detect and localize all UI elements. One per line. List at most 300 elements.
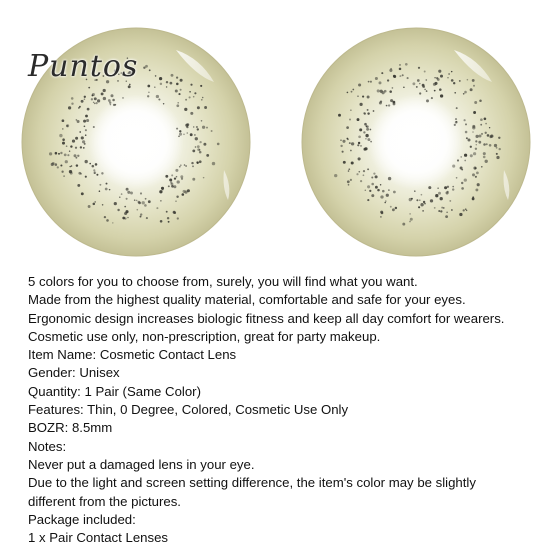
lens-dot — [472, 79, 475, 82]
lens-dot — [392, 208, 395, 211]
lens-dot — [379, 102, 382, 105]
lens-dot — [65, 160, 68, 163]
lens-dot — [178, 93, 180, 95]
lens-dot — [365, 190, 367, 192]
lens-dot — [388, 177, 391, 180]
lens-dot — [366, 125, 368, 127]
lens-dot — [367, 138, 370, 141]
lens-dot — [418, 67, 420, 69]
lens-dot — [416, 86, 418, 88]
lens-dot — [124, 217, 126, 219]
lens-dot — [386, 194, 389, 197]
lens-dot — [340, 139, 342, 141]
lens-dot — [483, 156, 486, 159]
lens-dot — [171, 174, 173, 176]
lens-dot — [472, 131, 474, 133]
lens-dot — [440, 94, 443, 97]
lens-dot — [451, 79, 454, 82]
lens-dot — [386, 105, 388, 107]
lens-dot — [473, 85, 475, 87]
lens-dot — [185, 99, 187, 101]
lens-dot — [199, 160, 202, 163]
lens-dot — [452, 165, 455, 168]
lens-dot — [92, 93, 95, 96]
lens-dot — [143, 67, 145, 69]
lens-dot — [362, 96, 364, 98]
lens-dot — [160, 220, 163, 223]
lens-dot — [105, 188, 108, 191]
lens-dot — [463, 209, 465, 211]
lens-dot — [412, 82, 415, 85]
lens-dot — [77, 120, 80, 123]
lens-dot — [99, 190, 101, 192]
lens-dot — [464, 160, 466, 162]
lens-dot — [367, 185, 370, 188]
lens-dot — [473, 111, 476, 114]
lens-dot — [156, 207, 158, 209]
lens-dot — [206, 127, 208, 129]
lens-dot — [467, 138, 470, 141]
description-line: Item Name: Cosmetic Contact Lens — [28, 347, 237, 363]
lens-dot — [176, 176, 178, 178]
lens-dot — [140, 213, 142, 215]
lens-dot — [446, 191, 449, 194]
lens-dot — [179, 133, 182, 136]
description-line: Package included: — [28, 511, 136, 527]
lens-dot — [365, 138, 367, 140]
lens-dot — [363, 174, 365, 176]
lens-dot — [448, 73, 450, 75]
lens-dot — [80, 173, 82, 175]
lens-dot — [426, 90, 428, 92]
lens-dot — [88, 205, 91, 208]
lens-dot — [367, 109, 369, 111]
lens-dot — [177, 102, 179, 104]
lens-dot — [479, 99, 482, 102]
lens-dot — [85, 129, 87, 131]
lens-dot — [159, 77, 162, 80]
lens-dot — [184, 164, 186, 166]
lens-dot — [81, 100, 84, 103]
lens-dot — [145, 198, 147, 200]
lens-dot — [347, 138, 349, 140]
lens-dot — [92, 165, 95, 168]
description-line: different from the pictures. — [28, 493, 181, 509]
lens-dot — [165, 175, 168, 178]
lens-dot — [351, 142, 354, 145]
lens-dot — [183, 190, 186, 193]
lens-dot — [168, 185, 170, 187]
lens-dot — [358, 157, 361, 160]
lens-dot — [370, 141, 372, 143]
lens-dot — [128, 85, 131, 88]
lens-dot — [380, 216, 382, 218]
lens-dot — [142, 201, 145, 204]
lens-dot — [175, 169, 178, 172]
lens-dot — [180, 79, 183, 82]
lens-dot — [455, 118, 457, 120]
lens-dot — [58, 153, 60, 155]
lens-dot — [483, 143, 486, 146]
lens-dot — [387, 79, 389, 81]
lens-dot — [455, 121, 458, 124]
lens-dot — [379, 81, 382, 84]
lens-dot — [436, 77, 438, 79]
lens-dot — [452, 186, 454, 188]
lens-dot — [96, 174, 98, 176]
lens-dot — [370, 129, 372, 131]
lens-dot — [486, 143, 488, 145]
lens-dot — [212, 162, 215, 165]
lens-dot — [199, 151, 202, 154]
lens-dot — [393, 102, 396, 105]
lens-dot — [393, 75, 396, 78]
lens-dot — [81, 136, 84, 139]
lens-dot — [347, 180, 350, 183]
lens-dot — [456, 177, 458, 179]
description-line: Notes: — [28, 438, 67, 454]
lens-dot — [494, 144, 497, 147]
lens-dot — [180, 89, 182, 91]
lens-dot — [451, 71, 452, 72]
lens-dot — [366, 128, 369, 131]
lens-dot — [145, 65, 148, 68]
lens-dot — [381, 72, 383, 74]
lens-dot — [190, 133, 193, 136]
lens-dot — [136, 200, 138, 202]
lens-dot — [184, 108, 187, 111]
lens-dot — [82, 140, 85, 143]
lens-dot — [359, 128, 362, 131]
lens-dot — [437, 187, 438, 188]
lens-dot — [350, 179, 352, 181]
lens-dot — [445, 215, 448, 218]
lens-dot — [363, 148, 366, 151]
lens-dot — [420, 203, 423, 206]
lens-dot — [75, 147, 77, 149]
lens-dot — [402, 223, 405, 226]
lens-dot — [121, 193, 123, 195]
lens-dot — [434, 82, 437, 85]
lens-dot — [380, 195, 383, 198]
lens-dot — [194, 134, 195, 135]
lens-dot — [67, 154, 69, 156]
lens-dot — [78, 107, 80, 109]
lens-dot — [481, 166, 483, 168]
lens-dot — [192, 178, 195, 181]
lens-dot — [435, 194, 438, 197]
lens-dot — [472, 173, 475, 176]
lens-dot — [71, 103, 73, 105]
lens-dot — [475, 135, 478, 138]
lens-dot — [134, 199, 136, 201]
lens-dot — [476, 144, 477, 145]
lens-dot — [457, 159, 459, 161]
lens-dot — [72, 140, 75, 143]
lens-dot — [109, 189, 111, 191]
lens-dot — [375, 175, 378, 178]
lens-dot — [49, 152, 52, 155]
lens-dot — [464, 119, 466, 121]
lens-dot — [88, 87, 90, 89]
lens-dot — [217, 143, 220, 146]
lens-dot — [384, 90, 387, 93]
lens-dot — [202, 97, 204, 99]
lens-dot — [112, 222, 113, 223]
lens-dot — [464, 91, 467, 94]
lens-dot — [206, 154, 209, 157]
lens-dot — [74, 154, 77, 157]
lens-dot — [93, 203, 96, 206]
lens-dot — [191, 162, 193, 164]
lens-dot — [428, 186, 431, 189]
lens-dot — [193, 126, 194, 127]
lens-dot — [189, 96, 191, 98]
lens-dot — [470, 146, 472, 148]
lens-dot — [149, 69, 151, 71]
lens-dot — [364, 113, 366, 115]
lens-dot — [183, 133, 185, 135]
lens-dot — [101, 92, 104, 95]
lens-dot — [189, 91, 191, 93]
lens-dot — [438, 210, 440, 212]
lens-dot — [182, 193, 185, 196]
lens-dot — [93, 169, 95, 171]
lens-dot — [380, 184, 382, 186]
lens-dot — [196, 161, 198, 163]
lens-dot — [349, 118, 351, 120]
lens-dot — [71, 97, 74, 100]
lens-dot — [81, 192, 84, 195]
lens-dot — [470, 88, 473, 91]
lens-dot — [197, 106, 200, 109]
lens-dot — [434, 77, 435, 78]
description-line: Made from the highest quality material, comfortable and safe for your eyes. — [28, 292, 466, 308]
lens-dot — [161, 187, 164, 190]
lens-dot — [195, 137, 198, 140]
lens-dot — [60, 164, 62, 166]
lens-dot — [211, 130, 213, 132]
lens-dot — [461, 187, 464, 190]
lens-dot — [342, 140, 345, 143]
lens-dot — [389, 90, 392, 93]
lens-dot — [160, 83, 162, 85]
lens-dot — [451, 209, 453, 211]
lens-dot — [443, 207, 445, 209]
lens-dot — [60, 152, 62, 154]
lens-dot — [356, 173, 358, 175]
lens-dot — [463, 93, 465, 95]
lens-dot — [434, 207, 436, 209]
lens-dot — [63, 175, 65, 177]
description-line: Due to the light and screen setting difference, the item's color may be slightly — [28, 475, 476, 491]
lens-dot — [61, 171, 63, 173]
lens-dot — [480, 118, 483, 121]
lens-dot — [460, 167, 463, 170]
lens-dot — [176, 104, 179, 107]
lens-dot — [204, 106, 207, 109]
lens-dot — [193, 96, 195, 98]
lens-dot — [460, 156, 462, 158]
lens-dot — [358, 135, 361, 138]
lens-dot — [474, 101, 477, 104]
lens-dot — [349, 142, 351, 144]
lens-dot — [180, 175, 183, 178]
lens-dot — [368, 81, 370, 83]
contact-lens-right — [302, 28, 530, 256]
lens-dot — [483, 152, 486, 155]
lens-dot — [478, 141, 481, 144]
lens-dot — [112, 99, 115, 102]
lens-dot — [380, 211, 383, 214]
lens-dot — [156, 95, 159, 98]
lens-dot — [426, 99, 429, 102]
lens-dot — [110, 104, 111, 105]
description-line: Gender: Unisex — [28, 365, 120, 381]
lens-dot — [377, 89, 380, 92]
lens-dot — [106, 219, 109, 222]
lens-dot — [64, 154, 67, 157]
lens-dot — [384, 202, 386, 204]
lens-dot — [114, 202, 117, 205]
lens-dot — [350, 109, 351, 110]
lens-dot — [392, 87, 394, 89]
lens-dot — [197, 145, 200, 148]
lens-dot — [360, 103, 363, 106]
lens-dot — [79, 131, 81, 133]
lens-dot — [66, 145, 68, 147]
lens-dot — [106, 183, 108, 185]
description-line: BOZR: 8.5mm — [28, 420, 113, 436]
lens-dot — [456, 107, 458, 109]
lens-dot — [166, 211, 168, 213]
lens-dot — [399, 64, 401, 66]
lens-dot — [167, 217, 169, 219]
lens-dot — [363, 131, 365, 133]
lens-dot — [59, 134, 62, 137]
lens-dot — [389, 69, 392, 72]
product-image-contact-lenses — [0, 0, 551, 270]
lens-dot — [192, 149, 195, 152]
lens-dot — [416, 199, 418, 201]
lens-dot — [195, 146, 197, 148]
description-line: Ergonomic design increases biologic fitness and keep all day comfort for wearers. — [28, 310, 505, 326]
lens-dot — [166, 86, 167, 87]
lens-dot — [358, 142, 360, 144]
lens-dot — [489, 127, 490, 128]
lens-dot — [89, 163, 91, 165]
lens-dot — [409, 198, 412, 201]
lens-dot — [430, 199, 433, 202]
lens-dot — [444, 186, 447, 189]
lens-dot — [196, 126, 198, 128]
lens-dot — [146, 217, 148, 219]
lens-dot — [447, 77, 448, 78]
lens-dot — [70, 145, 72, 147]
lens-dot — [434, 90, 436, 92]
lens-dot — [357, 95, 359, 97]
lens-dot — [498, 137, 500, 139]
lens-dot — [147, 85, 150, 88]
lens-dot — [409, 221, 411, 223]
lens-dot — [439, 88, 442, 91]
lens-dot — [97, 99, 100, 102]
lens-dot — [421, 194, 423, 196]
lens-dot — [52, 162, 55, 165]
lens-dot — [390, 99, 393, 102]
lens-dot — [414, 190, 416, 192]
lens-dot — [95, 163, 98, 166]
lens-dot — [199, 149, 201, 151]
lens-dot — [473, 152, 476, 155]
lens-dot — [453, 82, 455, 84]
lens-dot — [80, 146, 82, 148]
lens-dot — [403, 87, 405, 89]
lens-dot — [62, 128, 64, 130]
description-line: 1 x Pair Contact Lenses — [28, 530, 169, 546]
lens-dot — [360, 180, 362, 182]
lens-dot — [476, 172, 479, 175]
lens-dot — [369, 190, 371, 192]
lens-dot — [103, 89, 106, 92]
lens-dot — [478, 134, 481, 137]
lens-dot — [390, 206, 392, 208]
lens-dot — [454, 124, 456, 126]
lens-dot — [375, 186, 378, 189]
lens-dot — [137, 209, 139, 211]
lens-dot — [75, 137, 78, 140]
lens-dot — [371, 194, 374, 197]
lens-dot — [340, 145, 342, 147]
lens-dot — [197, 128, 199, 130]
lens-dot — [363, 170, 365, 172]
lens-dot — [452, 188, 454, 190]
lens-dot — [350, 150, 352, 152]
lens-dot — [201, 99, 203, 101]
lens-dot — [464, 154, 467, 157]
lens-dot — [192, 165, 194, 167]
lens-dot — [122, 97, 124, 99]
lens-dot — [101, 172, 103, 174]
lens-dot — [466, 210, 468, 212]
lens-dot — [477, 183, 480, 186]
lens-dot — [201, 120, 203, 122]
lens-dot — [108, 99, 111, 102]
product-description — [28, 273, 543, 547]
lens-dot — [179, 130, 181, 132]
description-line: Cosmetic use only, non-prescription, great for party makeup. — [28, 328, 381, 344]
lens-dot — [438, 192, 441, 195]
lens-dot — [496, 153, 498, 155]
lens-dot — [395, 207, 397, 209]
lens-dot — [365, 134, 368, 137]
lens-dot — [385, 200, 387, 202]
lens-dot — [119, 196, 120, 197]
lens-dot — [173, 211, 176, 214]
lens-dot — [424, 71, 426, 73]
lens-dot — [475, 167, 477, 169]
lens-dot — [176, 196, 178, 198]
lens-dot — [87, 108, 90, 111]
lens-dot — [446, 211, 448, 213]
lens-dot — [94, 97, 97, 100]
lens-dot — [370, 81, 372, 83]
lens-dot — [409, 213, 411, 215]
lens-dot — [96, 102, 98, 104]
lens-dot — [419, 83, 420, 84]
lens-dot — [484, 117, 487, 120]
lens-dot — [343, 161, 346, 164]
